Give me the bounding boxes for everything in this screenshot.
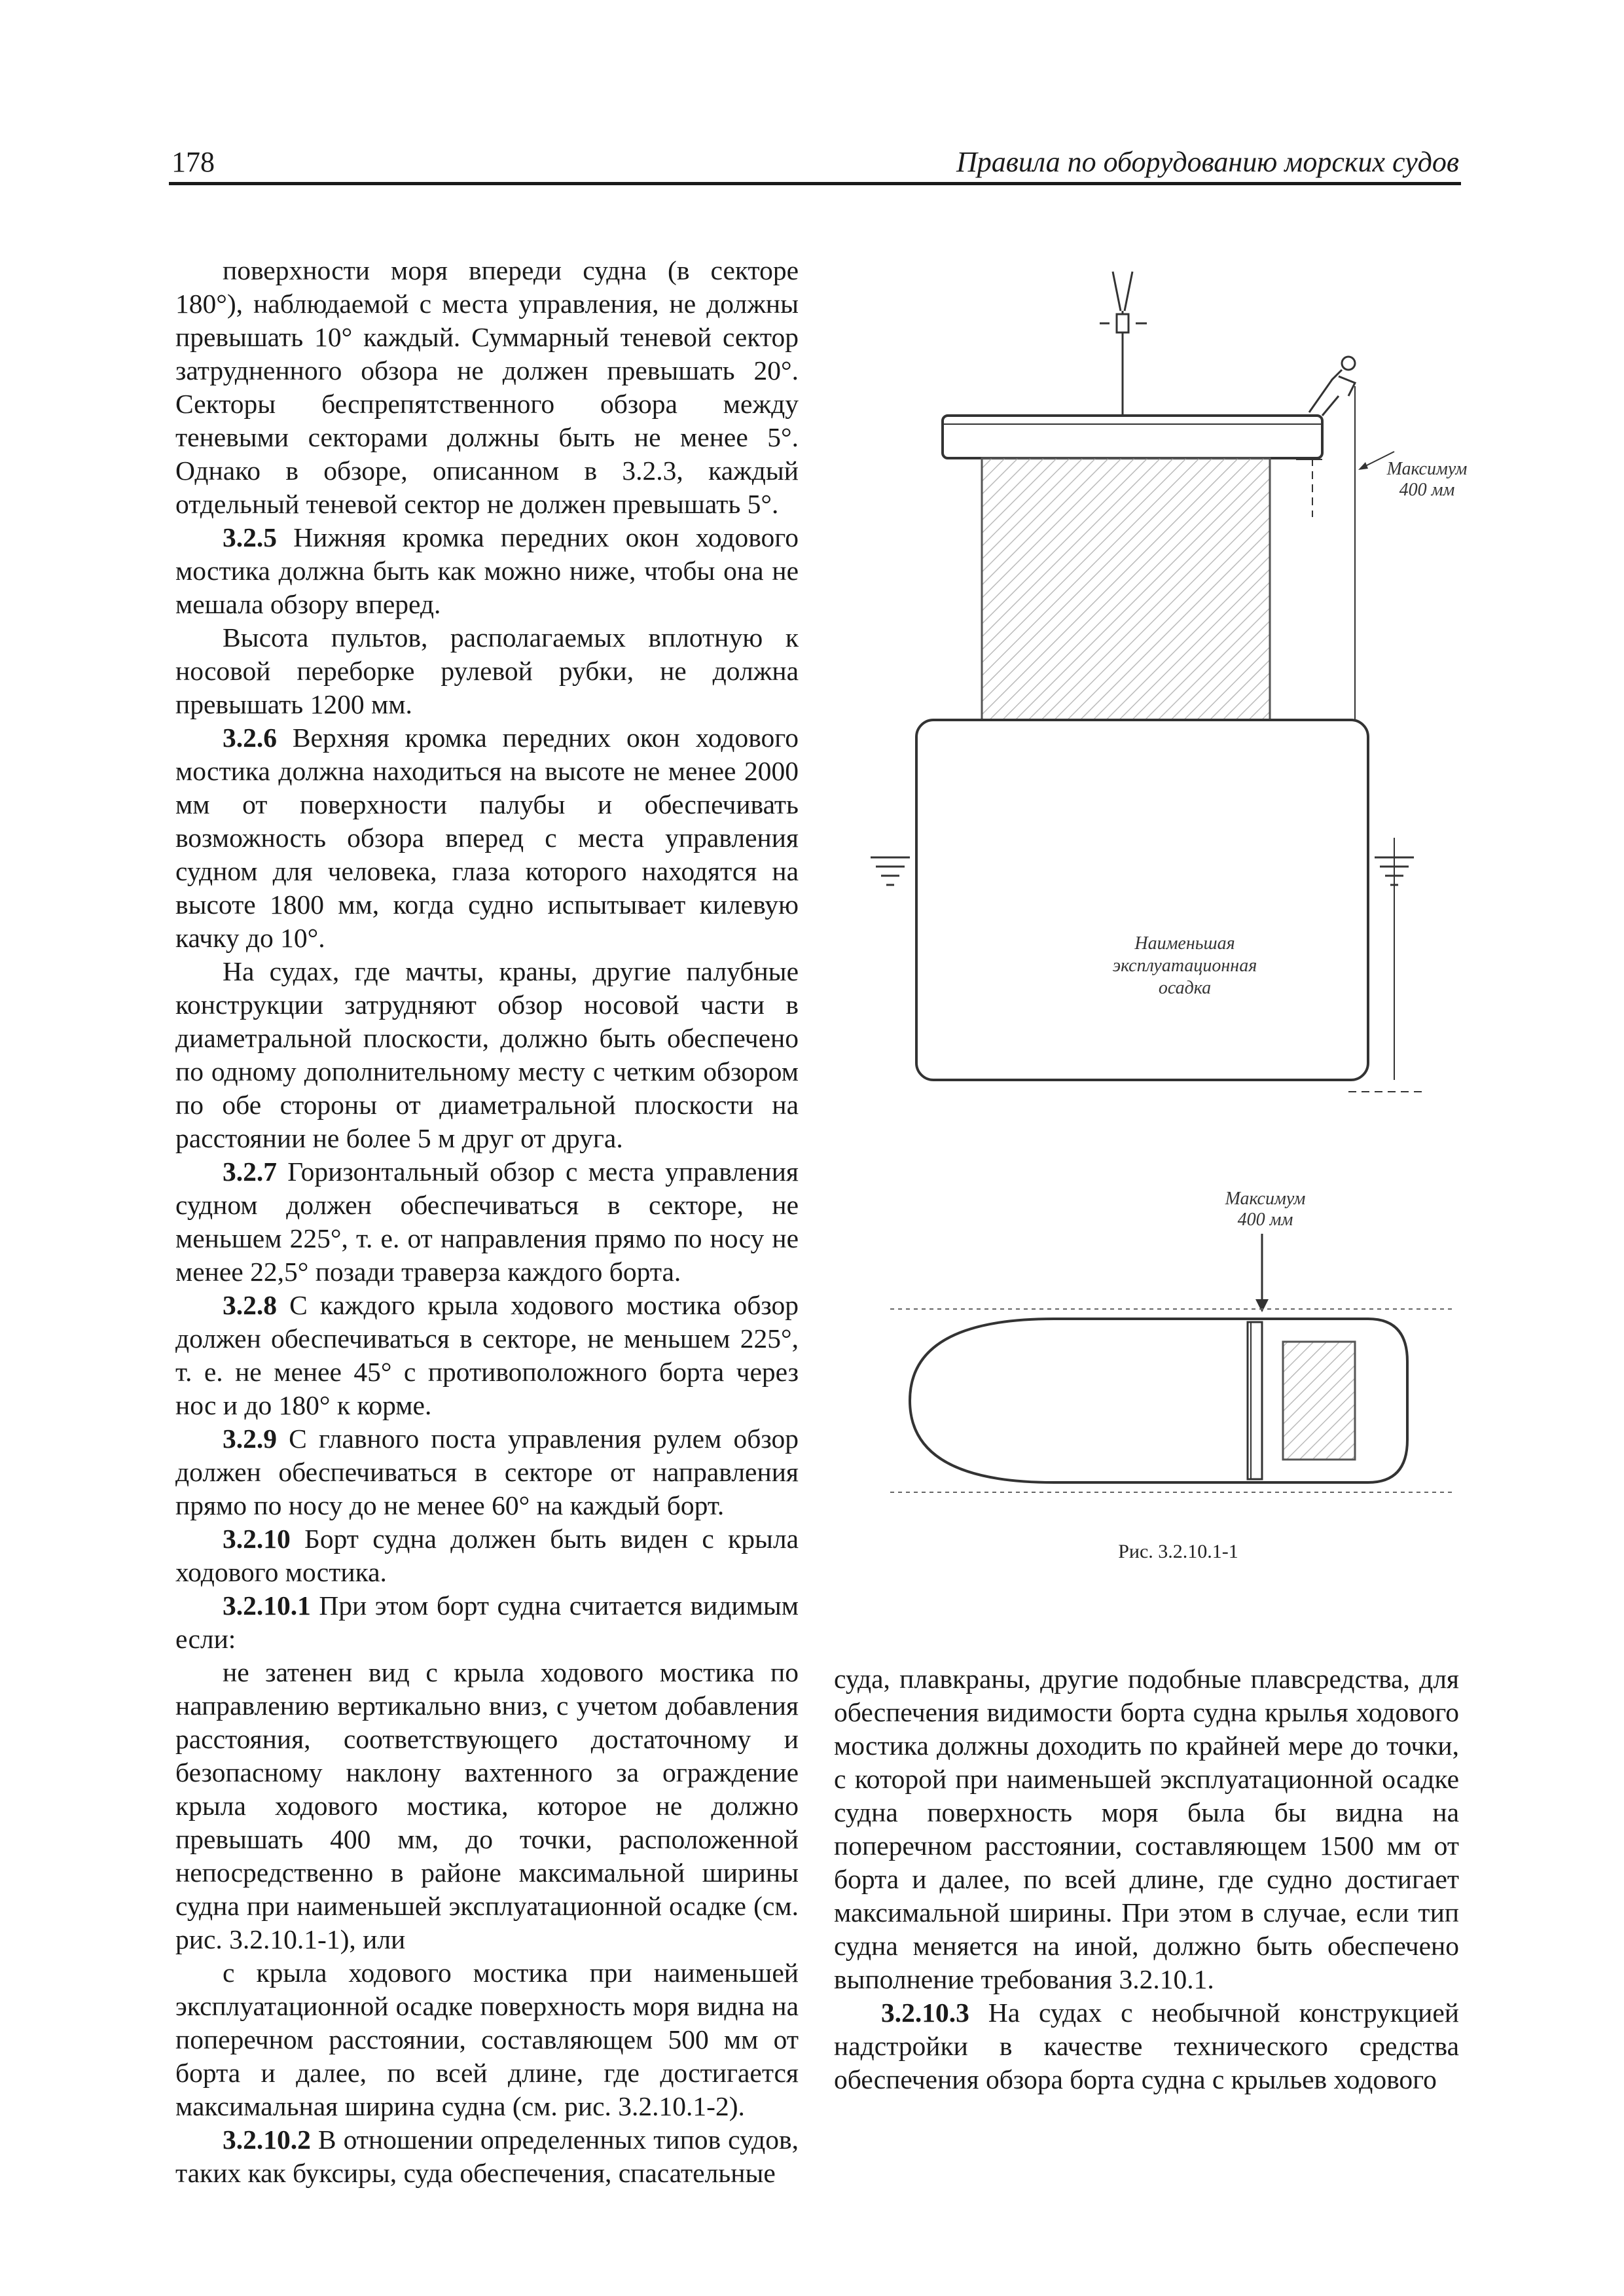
clause-number: 3.2.10.3: [881, 1998, 969, 2028]
paragraph: [175, 1422, 799, 1522]
paragraph: [175, 1289, 799, 1422]
wheelhouse: [982, 458, 1270, 720]
label-max-top-1: Максимум: [1386, 459, 1468, 479]
paragraph-text: На судах с необычной конструкцией надстройки в качестве технического средства обеспечения обзора борта судна с крыльев ходового: [834, 1998, 1459, 2094]
wheelhouse-plan: [1283, 1342, 1355, 1460]
label-max-bottom-2: 400 мм: [1237, 1210, 1293, 1230]
figure-caption: Рис. 3.2.10.1-1: [1118, 1541, 1238, 1562]
paragraph-text: Горизонтальный обзор с места управления судном должен обеспечиваться в секторе, не меньшем 225°, т. е. от направления прямо по носу не менее 22,5° позади траверза каждого борта.: [175, 1157, 799, 1287]
paragraph: [175, 2123, 799, 2190]
paragraph: [834, 1996, 1459, 2096]
clause-number: 3.2.10.1: [223, 1590, 311, 1621]
paragraph: [175, 955, 799, 1155]
mast-icon: [1100, 272, 1147, 416]
left-text-column: [175, 254, 799, 2190]
observer-icon: [1309, 357, 1355, 416]
label-draft-2: эксплуатационная: [1112, 956, 1257, 976]
bridge-wing-plan: [1248, 1322, 1262, 1479]
header-rule: [169, 182, 1461, 185]
hull-section: [916, 720, 1368, 1080]
paragraph: [175, 521, 799, 621]
paragraph-text: Нижняя кромка передних окон ходового мостика должна быть как можно ниже, чтобы она не мешала обзору вперед.: [175, 522, 799, 619]
clause-number: 3.2.7: [223, 1157, 277, 1187]
clause-number: 3.2.9: [223, 1424, 277, 1454]
paragraph: [175, 721, 799, 955]
running-title: Правила по оборудованию морских судов: [956, 146, 1459, 178]
clause-number: 3.2.6: [223, 723, 277, 753]
clause-number: 3.2.5: [223, 522, 277, 552]
paragraph: [175, 1522, 799, 1589]
paragraph-text: суда, плавкраны, другие подобные плавсредства, для обеспечения видимости борта судна крылья ходового мостика должны доходить по крайней мере до точки, с которой при наименьшей эксплуатационной осадке судна поверхность моря была бы видна на поперечном расстоянии, составляющем 1500 мм от борта и далее, по всей длине, где судно достигает максимальной ширины. При этом в случае, если тип судна меняется на иной, должно быть обеспечено выполнение требования 3.2.10.1.: [834, 1664, 1459, 1994]
paragraph: [175, 254, 799, 521]
paragraph: [175, 1656, 799, 1956]
figure-bridge-visibility: [851, 249, 1479, 1636]
paragraph: [175, 1155, 799, 1289]
paragraph-text: При этом борт судна считается видимым если:: [175, 1590, 799, 1654]
waterline-left-icon: [871, 857, 910, 885]
label-draft-1: Наименьшая: [1134, 933, 1235, 954]
clause-number: 3.2.10.2: [223, 2125, 311, 2155]
paragraph: [175, 621, 799, 721]
right-text-column: [834, 1662, 1459, 2096]
paragraph: [175, 1956, 799, 2123]
paragraph-text: В отношении определенных типов судов, таких как буксиры, суда обеспечения, спасательные: [175, 2125, 799, 2188]
paragraph: [175, 1589, 799, 1656]
paragraph-text: поверхности моря впереди судна (в секторе 180°), наблюдаемой с места управления, не должны превышать 10° каждый. Суммарный теневой сектор затрудненного обзора не должен превышать 20°. Секторы беспрепятственного обзора между теневыми секторами должны быть не менее 5°. Однако в обзоре, описанном в 3.2.3, каждый отдельный теневой сектор не должен превышать 5°.: [175, 255, 799, 519]
paragraph-text: с крыла ходового мостика при наименьшей эксплуатационной осадке поверхность моря видна на поперечном расстоянии, составляющем 500 мм от борта и далее, по всей длине, где достигается максимальная ширина судна (см. рис. 3.2.10.1-2).: [175, 1958, 799, 2121]
label-draft-3: осадка: [1158, 978, 1212, 998]
clause-number: 3.2.8: [223, 1290, 277, 1320]
paragraph-text: С каждого крыла ходового мостика обзор должен обеспечиваться в секторе, не меньшем 225°, т. е. не менее 45° с противоположного борта через нос и до 180° к корме.: [175, 1290, 799, 1420]
paragraph-text: не затенен вид с крыла ходового мостика по направлению вертикально вниз, с учетом добавления расстояния, соответствующего достаточному и безопасному наклону вахтенного за ограждение крыла ходового мостика, которое не должно превышать 400 мм, до точки, расположенной непосредственно в районе максимальной ширины судна при наименьшей эксплуатационной осадке (см. рис. 3.2.10.1-1), или: [175, 1657, 799, 1954]
paragraph-text: На судах, где мачты, краны, другие палубные конструкции затрудняют обзор носовой части в диаметральной плоскости, должно быть обеспечено по одному дополнительному месту с четким обзором по обе стороны от диаметральной плоскости на расстоянии не более 5 м друг от друга.: [175, 956, 799, 1153]
label-max-top-2: 400 мм: [1399, 480, 1455, 500]
paragraph: [834, 1662, 1459, 1996]
paragraph-text: Высота пультов, располагаемых вплотную к носовой переборке рулевой рубки, не должна превышать 1200 мм.: [175, 622, 799, 719]
waterline-right-icon: [1375, 838, 1414, 1080]
paragraph-text: Верхняя кромка передних окон ходового мостика должна находиться на высоте не менее 2000 мм от поверхности палубы и обеспечивать возможность обзора вперед с места управления судном для человека, глаза которого находятся на высоте 1800 мм, когда судно испытывает килевую качку до 10°.: [175, 723, 799, 953]
page-number: 178: [171, 146, 215, 178]
clause-number: 3.2.10: [223, 1524, 291, 1554]
label-max-bottom-1: Максимум: [1225, 1189, 1306, 1209]
paragraph-text: Борт судна должен быть виден с крыла ходового мостика.: [175, 1524, 799, 1587]
paragraph-text: С главного поста управления рулем обзор должен обеспечиваться в секторе от направления прямо по носу до не менее 60° на каждый борт.: [175, 1424, 799, 1520]
bridge-wing-deck: [943, 416, 1322, 458]
